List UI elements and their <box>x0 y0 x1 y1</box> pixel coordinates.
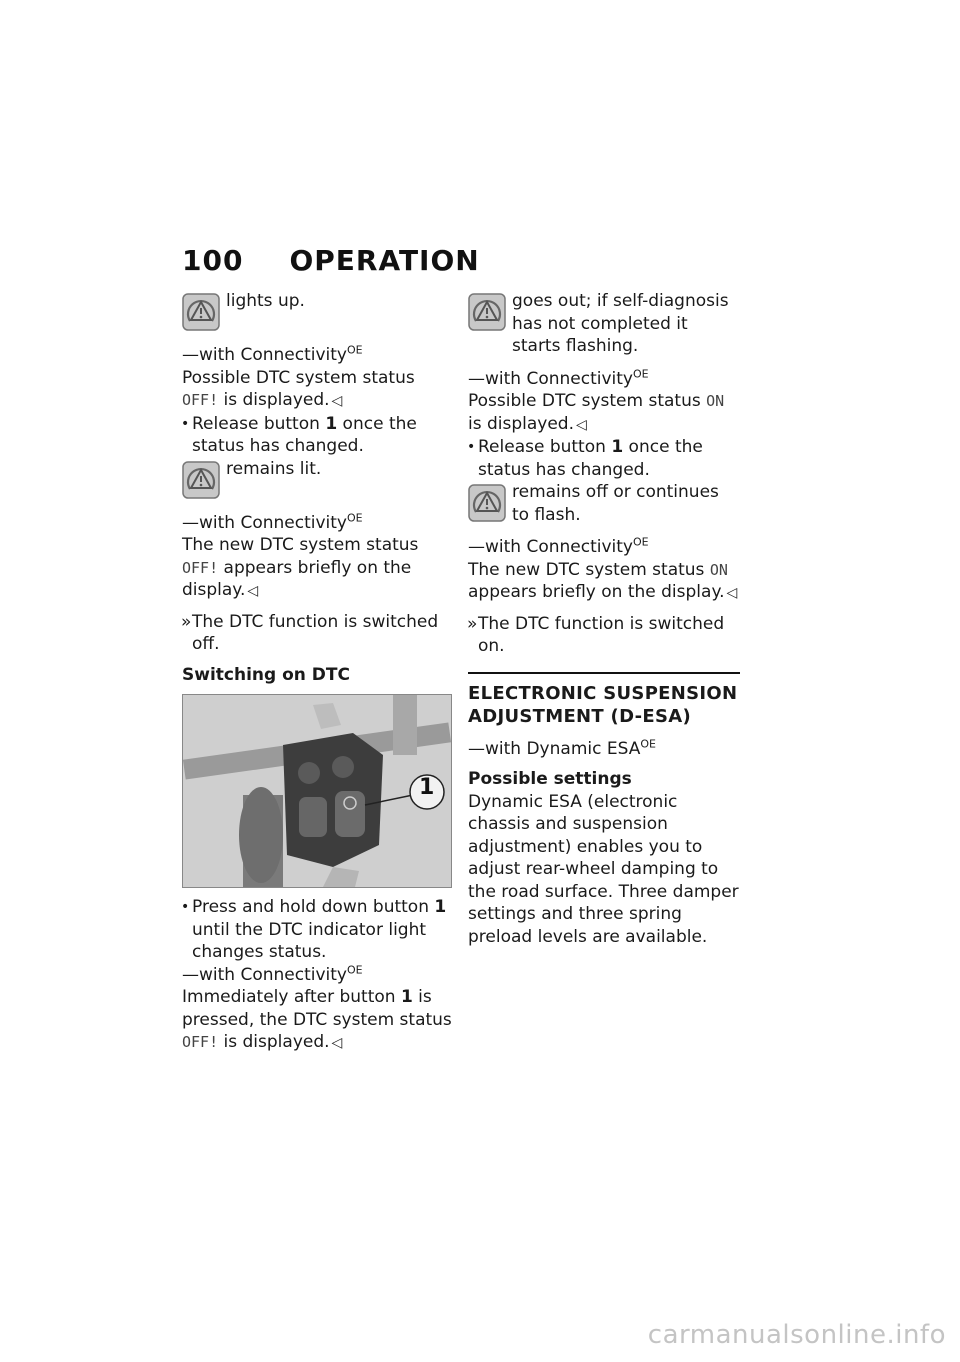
release-step <box>182 413 454 458</box>
connectivity-note <box>182 964 454 987</box>
dtc-warning-icon <box>182 461 220 499</box>
with-connectivity-label: —with Connectivity <box>468 537 633 557</box>
button-ref: 1 <box>434 897 447 917</box>
esa-description: Dynamic ESA (electronic chassis and suspension adjustment) enables you to adjust rear-wheel damping to the road surface. Three damper settings and three spring preload levels are available. <box>468 791 739 947</box>
status-value-line <box>182 389 454 413</box>
press-text-b: until the DTC indicator light changes status. <box>192 919 427 962</box>
dtc-warning-icon <box>468 484 506 522</box>
result-text: The DTC function is switched off. <box>192 611 439 654</box>
new-status-text-b: appears briefly on the display. <box>468 582 725 602</box>
immediately-text <box>182 986 454 1055</box>
indicator-row-remains-off <box>468 481 740 526</box>
press-text-a: Press and hold down button <box>192 897 435 917</box>
end-mark: ◁ <box>576 416 587 433</box>
end-mark: ◁ <box>247 583 259 599</box>
end-mark: ◁ <box>726 585 738 601</box>
button-ref: 1 <box>325 413 338 434</box>
new-status-text <box>182 534 454 603</box>
new-status-text <box>468 559 740 605</box>
status-on-value: ON <box>709 560 728 579</box>
indicator-row-goes-out <box>468 290 740 358</box>
release-text: Release button <box>478 437 612 457</box>
result-line <box>468 613 740 658</box>
new-status-text-a: The new DTC system status <box>182 535 419 555</box>
oe-superscript: OE <box>347 962 363 976</box>
possible-status-label: Possible DTC system status <box>468 391 707 411</box>
status-off-value: OFF! <box>182 391 219 409</box>
possible-status-label: Possible DTC system status <box>182 367 415 388</box>
status-off-value: OFF! <box>182 1033 219 1051</box>
oe-superscript: OE <box>347 510 363 524</box>
connectivity-note <box>468 536 740 559</box>
is-displayed-text: is displayed. <box>223 390 330 410</box>
release-step <box>468 436 740 481</box>
result-line <box>182 611 454 656</box>
end-mark: ◁ <box>331 1035 343 1051</box>
status-text <box>182 367 454 390</box>
is-displayed-text: is displayed. <box>468 413 575 434</box>
with-connectivity-label: —with Connectivity <box>182 345 347 365</box>
figure-callout-number: 1 <box>419 775 435 800</box>
connectivity-note <box>182 344 454 367</box>
oe-superscript: OE <box>633 535 649 549</box>
result-text: The DTC function is switched on. <box>478 613 725 656</box>
status-off-value: OFF! <box>182 558 219 577</box>
status-text <box>468 390 740 413</box>
press-step <box>182 896 454 964</box>
section-title: ELECTRONIC SUSPENSION ADJUSTMENT (D-ESA) <box>468 672 740 728</box>
handlebar-switch-figure <box>182 694 452 888</box>
button-ref: 1 <box>400 987 413 1007</box>
dtc-warning-icon <box>182 293 220 331</box>
subheading: Switching on DTC <box>182 664 350 685</box>
release-rest-text: once the status has changed. <box>478 437 703 480</box>
oe-superscript: OE <box>633 366 649 380</box>
connectivity-note <box>182 512 454 535</box>
new-status-text-a: The new DTC system status <box>468 559 710 580</box>
connectivity-note <box>468 368 740 391</box>
with-connectivity-label: —with Connectivity <box>182 964 347 985</box>
dynamic-esa-note <box>468 738 740 761</box>
release-text: Release button <box>192 413 326 434</box>
page-number: 100 <box>182 244 244 277</box>
with-dynamic-esa-label: —with Dynamic ESA <box>468 738 641 759</box>
indicator-text: remains off or continues to flash. <box>512 482 719 525</box>
oe-superscript: OE <box>640 736 656 750</box>
oe-superscript: OE <box>347 343 363 357</box>
indicator-row-remains-lit <box>182 458 454 502</box>
immediately-text-b: is pressed, the DTC system status <box>182 987 452 1030</box>
indicator-text: remains lit. <box>226 458 322 479</box>
possible-settings-heading: Possible settings <box>468 769 632 789</box>
left-column <box>182 290 454 1063</box>
indicator-text: lights up. <box>226 291 305 311</box>
immediately-text-a: Immediately after button <box>182 987 401 1007</box>
release-rest-text: once the status has changed. <box>192 413 417 456</box>
with-connectivity-label: —with Connectivity <box>182 512 347 533</box>
page-header <box>182 244 480 277</box>
end-mark: ◁ <box>331 393 343 409</box>
result-mark: » <box>181 611 192 632</box>
indicator-text: goes out; if self-diagnosis has not completed it starts flashing. <box>512 291 729 356</box>
status-value-line <box>468 413 740 437</box>
indicator-row-lights-up <box>182 290 454 334</box>
button-ref: 1 <box>611 437 624 457</box>
with-connectivity-label: —with Connectivity <box>468 368 633 389</box>
watermark: carmanualsonline.info <box>647 1320 946 1350</box>
is-displayed-text: is displayed. <box>218 1032 330 1052</box>
page-title: OPERATION <box>289 244 480 277</box>
status-on-value: ON <box>706 392 725 410</box>
new-status-text-b: appears briefly on the display. <box>182 557 412 600</box>
result-mark: » <box>467 613 478 634</box>
dtc-warning-icon <box>468 293 506 331</box>
handlebar-switch-illustration <box>183 695 451 887</box>
right-column <box>468 290 740 956</box>
